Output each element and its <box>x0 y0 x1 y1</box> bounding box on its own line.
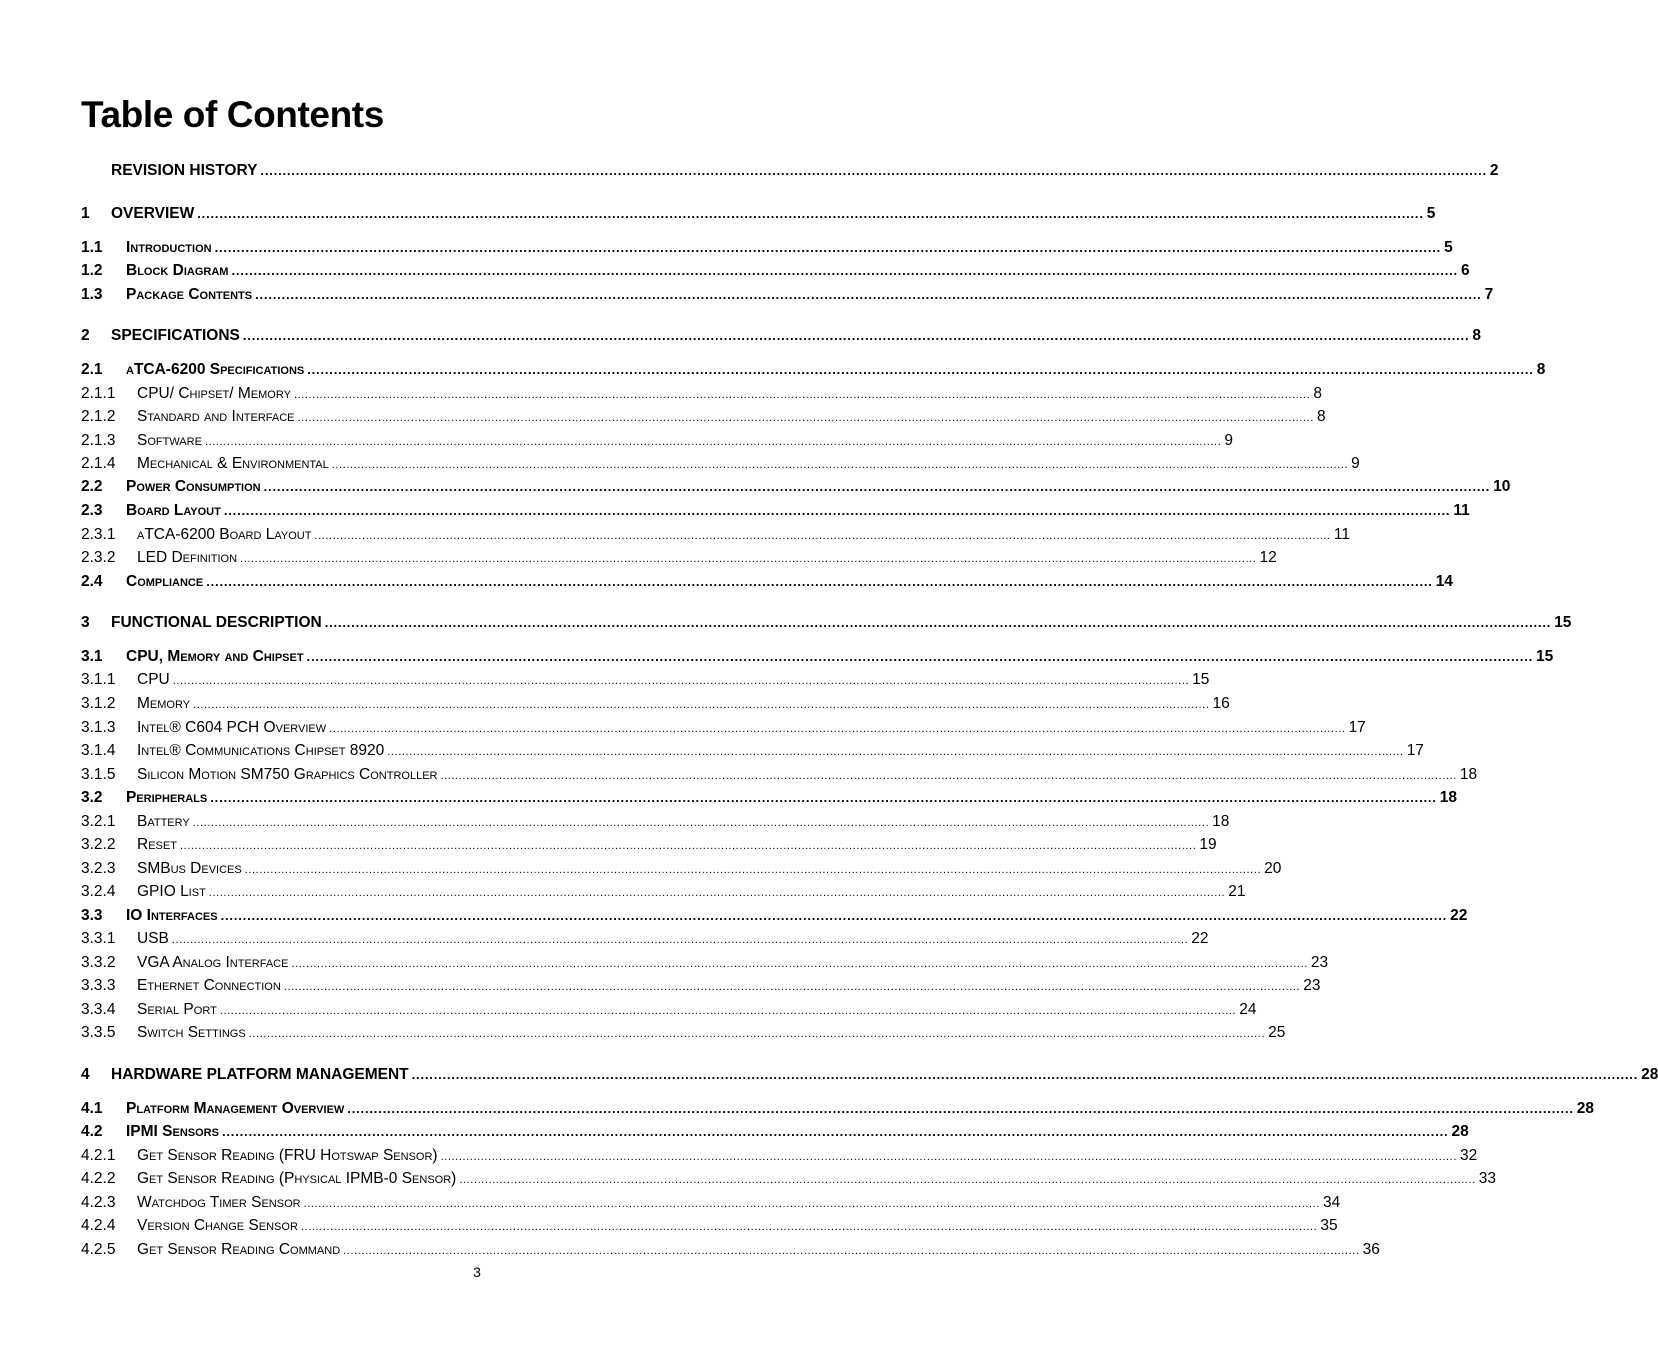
toc-entry-page: 8 <box>1313 385 1322 402</box>
toc-leader-dots: ...................................................................................................................................................................................................................................................................................... <box>219 1005 1237 1017</box>
toc-entry-title: Intel® C604 PCH Overview <box>137 719 327 736</box>
toc-leader-dots: ...................................................................................................................................................................................................................................................................................... <box>231 263 1458 278</box>
toc-entry-number: 2.1 <box>81 361 103 378</box>
toc-leader-dots: ...................................................................................................................................................................................................................................................................................... <box>220 908 1448 923</box>
toc-entry-number: 4 <box>81 1066 90 1083</box>
toc-entry[interactable] <box>81 326 1481 346</box>
toc-entry[interactable] <box>81 501 1470 521</box>
toc-entry-title: Version Change Sensor <box>137 1217 298 1234</box>
toc-entry-title: Package Contents <box>126 286 253 303</box>
toc-entry-page: 2 <box>1489 162 1499 179</box>
toc-leader-dots: ...................................................................................................................................................................................................................................................................................... <box>440 1151 1457 1163</box>
toc-entry[interactable] <box>81 1146 1478 1166</box>
toc-entry-number: 3.2.2 <box>81 836 116 853</box>
toc-entry-number: 4.2.5 <box>81 1241 116 1258</box>
toc-entry[interactable] <box>81 548 1277 568</box>
toc-entry-page: 25 <box>1268 1024 1286 1041</box>
toc-entry-page: 28 <box>1641 1066 1658 1083</box>
toc-entry-page: 15 <box>1192 671 1210 688</box>
toc-entry-number: 3.1.5 <box>81 766 116 783</box>
toc-leader-dots: ...................................................................................................................................................................................................................................................................................... <box>297 412 1314 424</box>
toc-leader-dots: ...................................................................................................................................................................................................................................................................................... <box>223 503 1451 518</box>
toc-entry-number: 4.2.1 <box>81 1147 116 1164</box>
toc-entry-title: CPU/ Chipset/ Memory <box>137 385 291 402</box>
toc-leader-dots: ...................................................................................................................................................................................................................................................................................... <box>263 479 1491 494</box>
toc-entry-title: CPU, Memory and Chipset <box>126 648 304 665</box>
toc-entry[interactable] <box>81 384 1322 404</box>
toc-entry[interactable] <box>81 694 1230 714</box>
toc-entry-title: VGA Analog Interface <box>137 954 289 971</box>
toc-entry-title: OVERVIEW <box>111 205 195 222</box>
toc-entry-title: Get Sensor Reading (Physical IPMB-0 Sensor) <box>137 1170 457 1187</box>
toc-entry-number: 2.3.2 <box>81 549 116 566</box>
toc-entry-number: 4.2.4 <box>81 1217 116 1234</box>
toc-leader-dots: ...................................................................................................................................................................................................................................................................................... <box>171 934 1189 946</box>
toc-entry[interactable] <box>81 204 1436 224</box>
toc-entry[interactable] <box>81 1122 1469 1142</box>
toc-entry-title: Compliance <box>126 573 204 590</box>
toc-leader-dots: ...................................................................................................................................................................................................................................................................................... <box>204 436 1222 448</box>
toc-entry-title: Reset <box>137 836 177 853</box>
toc-entry-title: aTCA-6200 Specifications <box>126 361 305 378</box>
toc-entry-number: 1 <box>81 205 90 222</box>
toc-entry[interactable] <box>81 525 1350 545</box>
toc-entry-page: 9 <box>1351 455 1360 472</box>
toc-entry-number: 3.3.2 <box>81 954 116 971</box>
toc-entry[interactable] <box>81 835 1217 855</box>
toc-entry-title: FUNCTIONAL DESCRIPTION <box>111 614 322 631</box>
toc-leader-dots: ...................................................................................................................................................................................................................................................................................... <box>314 530 1331 542</box>
toc-entry-title: LED Definition <box>137 549 238 566</box>
toc-entry[interactable] <box>81 906 1468 926</box>
toc-entry-number: 4.2 <box>81 1123 103 1140</box>
toc-leader-dots: ...................................................................................................................................................................................................................................................................................... <box>411 1067 1639 1082</box>
toc-entry[interactable] <box>81 285 1494 305</box>
toc-entry-title: Software <box>137 432 202 449</box>
toc-entry-title: SMBus Devices <box>137 860 242 877</box>
toc-entry-number: 2.4 <box>81 573 103 590</box>
toc-entry-page: 28 <box>1576 1100 1595 1117</box>
toc-entry[interactable] <box>81 360 1546 380</box>
toc-leader-dots: ...................................................................................................................................................................................................................................................................................... <box>300 1221 1318 1233</box>
toc-entry-page: 11 <box>1453 502 1470 519</box>
toc-leader-dots: ...................................................................................................................................................................................................................................................................................... <box>208 887 1226 899</box>
toc-entry[interactable] <box>81 929 1209 949</box>
toc-entry-page: 8 <box>1316 408 1326 425</box>
toc-leader-dots: ...................................................................................................................................................................................................................................................................................... <box>387 746 1404 758</box>
toc-entry-page: 15 <box>1536 648 1554 665</box>
toc-leader-dots: ...................................................................................................................................................................................................................................................................................... <box>306 649 1534 664</box>
toc-entry[interactable] <box>81 1065 1658 1085</box>
toc-entry[interactable] <box>81 1193 1341 1213</box>
toc-entry-number: 4.2.2 <box>81 1170 116 1187</box>
toc-entry[interactable] <box>81 1240 1380 1260</box>
toc-entry-number: 2.1.4 <box>81 455 116 472</box>
toc-entry-title: Serial Port <box>137 1001 217 1018</box>
toc-entry-page: 18 <box>1459 766 1478 783</box>
toc-leader-dots: ...................................................................................................................................................................................................................................................................................... <box>331 459 1349 471</box>
toc-leader-dots: ...................................................................................................................................................................................................................................................................................... <box>179 840 1197 852</box>
toc-entry-number: 3.2.1 <box>81 813 116 830</box>
toc-entry-number: 3.1.1 <box>81 671 116 688</box>
toc-entry-title: USB <box>137 930 169 947</box>
toc-entry-number: 3.3.1 <box>81 930 116 947</box>
toc-entry-number: 3.2 <box>81 789 103 806</box>
toc-leader-dots: ...................................................................................................................................................................................................................................................................................... <box>324 615 1552 630</box>
toc-entry-page: 7 <box>1484 286 1494 303</box>
toc-entry-page: 8 <box>1536 361 1546 378</box>
toc-leader-dots: ...................................................................................................................................................................................................................................................................................... <box>193 699 1210 711</box>
toc-leader-dots: ...................................................................................................................................................................................................................................................................................... <box>293 389 1311 401</box>
toc-entry-number: 2 <box>81 327 90 344</box>
toc-leader-dots: ...................................................................................................................................................................................................................................................................................... <box>329 723 1346 735</box>
toc-entry-title: Standard and Interface <box>137 408 295 425</box>
toc-entry-page: 17 <box>1348 719 1366 736</box>
toc-leader-dots: ...................................................................................................................................................................................................................................................................................... <box>210 790 1437 805</box>
toc-entry-number: 3.3.5 <box>81 1024 116 1041</box>
toc-entry[interactable] <box>81 454 1360 474</box>
toc-entry-page: 10 <box>1493 478 1511 495</box>
toc-entry[interactable] <box>81 670 1210 690</box>
toc-entry-title: aTCA-6200 Board Layout <box>137 526 312 543</box>
toc-entry-number: 3.1.3 <box>81 719 116 736</box>
toc-entry-title: IPMI Sensors <box>126 1123 219 1140</box>
toc-entry-page: 24 <box>1239 1001 1257 1018</box>
toc-entry[interactable] <box>81 572 1453 592</box>
toc-entry-page: 5 <box>1426 205 1436 222</box>
toc-entry-page: 23 <box>1303 977 1321 994</box>
toc-entry-title: Introduction <box>126 239 212 256</box>
toc-entry-title: Get Sensor Reading (FRU Hotswap Sensor) <box>137 1147 438 1164</box>
toc-entry-title: Watchdog Timer Sensor <box>137 1194 301 1211</box>
toc-entry-number: 2.3 <box>81 502 103 519</box>
toc-entry-number: 2.1.1 <box>81 385 116 402</box>
toc-entry[interactable] <box>81 953 1329 973</box>
toc-entry[interactable] <box>81 788 1457 808</box>
toc-leader-dots: ...................................................................................................................................................................................................................................................................................... <box>192 817 1210 829</box>
toc-entry-title: IO Interfaces <box>126 907 218 924</box>
toc-entry-number: 3.1.4 <box>81 742 116 759</box>
toc-leader-dots: ...................................................................................................................................................................................................................................................................................... <box>214 240 1442 255</box>
toc-leader-dots: ...................................................................................................................................................................................................................................................................................... <box>221 1124 1449 1139</box>
toc-entry-number: 3.1 <box>81 648 103 665</box>
toc-leader-dots: ...................................................................................................................................................................................................................................................................................... <box>291 958 1308 970</box>
toc-entry-page: 35 <box>1320 1217 1338 1234</box>
toc-leader-dots: ...................................................................................................................................................................................................................................................................................... <box>283 981 1301 993</box>
toc-entry-page: 19 <box>1199 836 1217 853</box>
toc-leader-dots: ...................................................................................................................................................................................................................................................................................... <box>242 328 1470 343</box>
toc-entry[interactable] <box>81 1216 1338 1236</box>
toc-entry-number: 3.3.3 <box>81 977 116 994</box>
toc-entry-page: 9 <box>1224 432 1233 449</box>
toc-leader-dots: ...................................................................................................................................................................................................................................................................................... <box>343 1245 1360 1257</box>
toc-entry-number: 2.3.1 <box>81 526 116 543</box>
toc-entry-number: 3.3 <box>81 907 103 924</box>
toc-entry[interactable] <box>81 431 1233 451</box>
toc-entry[interactable] <box>81 238 1453 258</box>
toc-entry-number: 3.1.2 <box>81 695 116 712</box>
toc-entry-page: 18 <box>1439 789 1457 806</box>
toc-entry-page: 33 <box>1478 1170 1497 1187</box>
toc-entry[interactable] <box>81 976 1321 996</box>
toc-entry-page: 5 <box>1444 239 1453 256</box>
toc-entry[interactable] <box>81 261 1470 281</box>
toc-entry-number: 4.1 <box>81 1100 103 1117</box>
toc-entry[interactable] <box>81 741 1424 761</box>
toc-entry-title: REVISION HISTORY <box>111 162 258 179</box>
toc-entry[interactable] <box>81 1169 1497 1189</box>
toc-entry-number: 4.2.3 <box>81 1194 116 1211</box>
toc-entry[interactable] <box>81 1099 1595 1119</box>
toc-leader-dots: ...................................................................................................................................................................................................................................................................................... <box>172 675 1190 687</box>
toc-entry-title: Power Consumption <box>126 478 261 495</box>
toc-entry[interactable] <box>81 1000 1257 1020</box>
toc-entry-title: SPECIFICATIONS <box>111 327 240 344</box>
toc-entry[interactable] <box>81 407 1326 427</box>
toc-leader-dots: ...................................................................................................................................................................................................................................................................................... <box>248 1028 1266 1040</box>
toc-leader-dots: ...................................................................................................................................................................................................................................................................................... <box>206 574 1433 589</box>
toc-entry-title: Ethernet Connection <box>137 977 281 994</box>
toc-entry[interactable] <box>81 812 1230 832</box>
toc-leader-dots: ...................................................................................................................................................................................................................................................................................... <box>197 206 1424 221</box>
toc-entry-number: 2.1.3 <box>81 432 116 449</box>
toc-entry-page: 22 <box>1450 907 1468 924</box>
toc-entry-number: 1.1 <box>81 239 103 256</box>
toc-entry-title: Mechanical & Environmental <box>137 455 329 472</box>
toc-entry-title: Silicon Motion SM750 Graphics Controller <box>137 766 438 783</box>
toc-entry-number: 3 <box>81 614 90 631</box>
toc-entry-title: Block Diagram <box>126 262 229 279</box>
toc-entry[interactable] <box>81 1023 1286 1043</box>
toc-entry-number: 2.2 <box>81 478 103 495</box>
toc-leader-dots: ...................................................................................................................................................................................................................................................................................... <box>440 770 1457 782</box>
toc-entry-title: Battery <box>137 813 190 830</box>
toc-leader-dots: ...................................................................................................................................................................................................................................................................................... <box>244 864 1262 876</box>
toc-entry-page: 8 <box>1472 327 1481 344</box>
toc-entry[interactable] <box>81 765 1478 785</box>
toc-entry-page: 32 <box>1459 1147 1478 1164</box>
toc-entry-page: 18 <box>1212 813 1230 830</box>
toc-entry-title: Board Layout <box>126 502 221 519</box>
toc-leader-dots: ...................................................................................................................................................................................................................................................................................... <box>347 1101 1574 1116</box>
toc-leader-dots: ...................................................................................................................................................................................................................................................................................... <box>459 1174 1476 1186</box>
toc-entry[interactable] <box>81 161 1499 181</box>
toc-leader-dots: ...................................................................................................................................................................................................................................................................................... <box>307 362 1534 377</box>
toc-entry-title: Intel® Communications Chipset 8920 <box>137 742 385 759</box>
toc-entry-title: Switch Settings <box>137 1024 246 1041</box>
toc-entry[interactable] <box>81 613 1572 633</box>
toc-entry-number: 2.1.2 <box>81 408 116 425</box>
toc-entry-title: Peripherals <box>126 789 208 806</box>
toc-entry-page: 34 <box>1323 1194 1341 1211</box>
toc-leader-dots: ...................................................................................................................................................................................................................................................................................... <box>255 287 1482 302</box>
toc-entry-number: 3.2.3 <box>81 860 116 877</box>
toc-entry[interactable] <box>81 859 1282 879</box>
toc-entry[interactable] <box>81 718 1366 738</box>
toc-leader-dots: ...................................................................................................................................................................................................................................................................................... <box>260 163 1487 178</box>
toc-entry-title: Platform Management Overview <box>126 1100 345 1117</box>
page-number: 3 <box>473 1264 481 1280</box>
toc-entry-page: 11 <box>1333 526 1350 543</box>
toc-entry-page: 28 <box>1451 1123 1469 1140</box>
toc-entry-page: 36 <box>1362 1241 1380 1258</box>
toc-entry-page: 21 <box>1228 883 1246 900</box>
toc-entry-page: 14 <box>1435 573 1453 590</box>
toc-entry-number: 1.3 <box>81 286 103 303</box>
toc-entry-number: 1.2 <box>81 262 103 279</box>
toc-entry-page: 15 <box>1554 614 1572 631</box>
page-title: Table of Contents <box>81 94 384 135</box>
toc-entry-page: 20 <box>1264 860 1282 877</box>
toc-entry-number: 3.2.4 <box>81 883 116 900</box>
toc-leader-dots: ...................................................................................................................................................................................................................................................................................... <box>303 1198 1320 1210</box>
toc-entry[interactable] <box>81 647 1554 667</box>
toc-entry-page: 17 <box>1406 742 1424 759</box>
toc-entry-page: 23 <box>1310 954 1329 971</box>
toc-entry-page: 22 <box>1191 930 1209 947</box>
toc-entry-page: 12 <box>1259 549 1277 566</box>
toc-leader-dots: ...................................................................................................................................................................................................................................................................................... <box>240 553 1257 565</box>
toc-entry-title: GPIO List <box>137 883 206 900</box>
toc-entry-page: 16 <box>1212 695 1230 712</box>
toc-entry-title: HARDWARE PLATFORM MANAGEMENT <box>111 1066 409 1083</box>
toc-entry-page: 6 <box>1460 262 1470 279</box>
toc-entry-title: Memory <box>137 695 191 712</box>
toc-entry-number: 3.3.4 <box>81 1001 116 1018</box>
toc-entry[interactable] <box>81 477 1511 497</box>
toc-entry[interactable] <box>81 882 1246 902</box>
toc-entry-title: CPU <box>137 671 170 688</box>
toc-entry-title: Get Sensor Reading Command <box>137 1241 341 1258</box>
